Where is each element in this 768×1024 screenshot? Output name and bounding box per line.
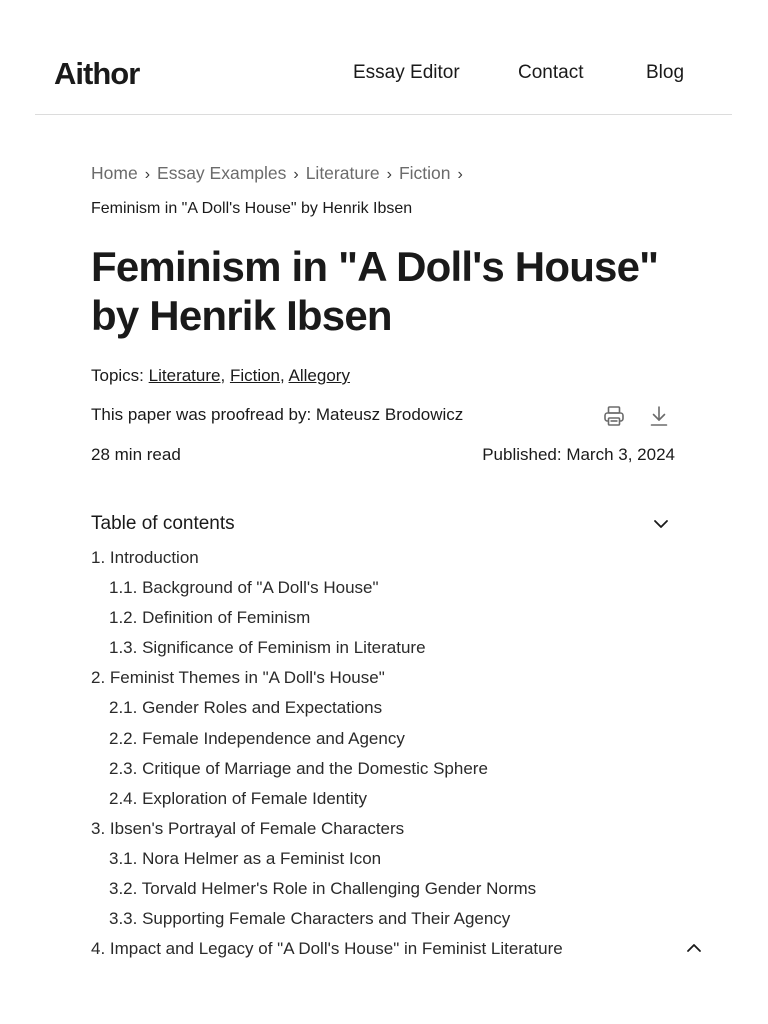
topic-link-fiction[interactable]: Fiction [229, 366, 281, 385]
toc-item[interactable]: 2.4. Exploration of Female Identity [109, 788, 367, 808]
toc-item[interactable]: 3.1. Nora Helmer as a Feminist Icon [109, 848, 382, 868]
toc-item[interactable]: 1.1. Background of "A Doll's House" [109, 578, 379, 598]
toc-item[interactable]: 2.3. Critique of Marriage and the Domestic Sphere [109, 758, 488, 778]
toc-item[interactable]: 3.3. Supporting Female Characters and Their Agency [109, 909, 511, 929]
toc-item[interactable]: 2. Feminist Themes in "A Doll's House" [91, 668, 385, 688]
site-header [35, 0, 732, 115]
topic-link-allegory[interactable]: Allegory [288, 366, 350, 385]
toc-list [91, 545, 563, 966]
topic-link-literature[interactable]: Literature [148, 366, 221, 385]
topics-label: Topics: [91, 366, 144, 385]
breadcrumb-home[interactable]: Home [91, 163, 138, 183]
nav-essay-editor[interactable]: Essay Editor [353, 62, 460, 83]
nav-blog[interactable]: Blog [646, 62, 685, 83]
read-time: 28 min read [91, 445, 181, 464]
printer-icon[interactable] [602, 403, 626, 429]
toc-item[interactable]: 2.1. Gender Roles and Expectations [109, 698, 383, 718]
breadcrumb-literature[interactable]: Literature [305, 163, 380, 183]
aithor-logo[interactable]: Aithor [54, 56, 140, 91]
toc-item[interactable]: 4. Impact and Legacy of "A Doll's House" in Feminist Literature [91, 939, 563, 959]
toc-item[interactable]: 3.2. Torvald Helmer's Role in Challenging Gender Norms [109, 879, 537, 899]
breadcrumb-separator: › [386, 166, 392, 183]
toc-item[interactable]: 1. Introduction [91, 548, 199, 567]
toc-item[interactable]: 1.2. Definition of Feminism [109, 608, 311, 628]
proofread-by: This paper was proofread by: Mateusz Brodowicz [91, 405, 464, 424]
toc-item[interactable]: 2.2. Female Independence and Agency [109, 728, 405, 748]
breadcrumb-separator: › [293, 166, 299, 183]
chevron-up-icon[interactable] [683, 937, 705, 959]
published-date: Published: March 3, 2024 [482, 445, 675, 464]
breadcrumb [91, 163, 470, 184]
toc-item[interactable]: 1.3. Significance of Feminism in Literature [109, 638, 426, 658]
breadcrumb-fiction[interactable]: Fiction [398, 163, 451, 183]
toc-heading[interactable]: Table of contents [91, 513, 235, 534]
breadcrumb-current: Feminism in "A Doll's House" by Henrik Ibsen [91, 200, 413, 217]
breadcrumb-separator: › [144, 166, 151, 183]
chevron-down-icon[interactable] [650, 513, 672, 535]
download-icon[interactable] [647, 403, 671, 429]
toc-item[interactable]: 3. Ibsen's Portrayal of Female Characters [91, 818, 405, 838]
page-title: Feminism in "A Doll's House" by Henrik Ibsen [91, 243, 659, 339]
breadcrumb-essay-examples[interactable]: Essay Examples [157, 163, 287, 183]
breadcrumb-separator: › [457, 166, 463, 183]
nav-contact[interactable]: Contact [518, 62, 584, 83]
topics-line: Topics: Literature, Fiction, Allegory [91, 366, 350, 385]
